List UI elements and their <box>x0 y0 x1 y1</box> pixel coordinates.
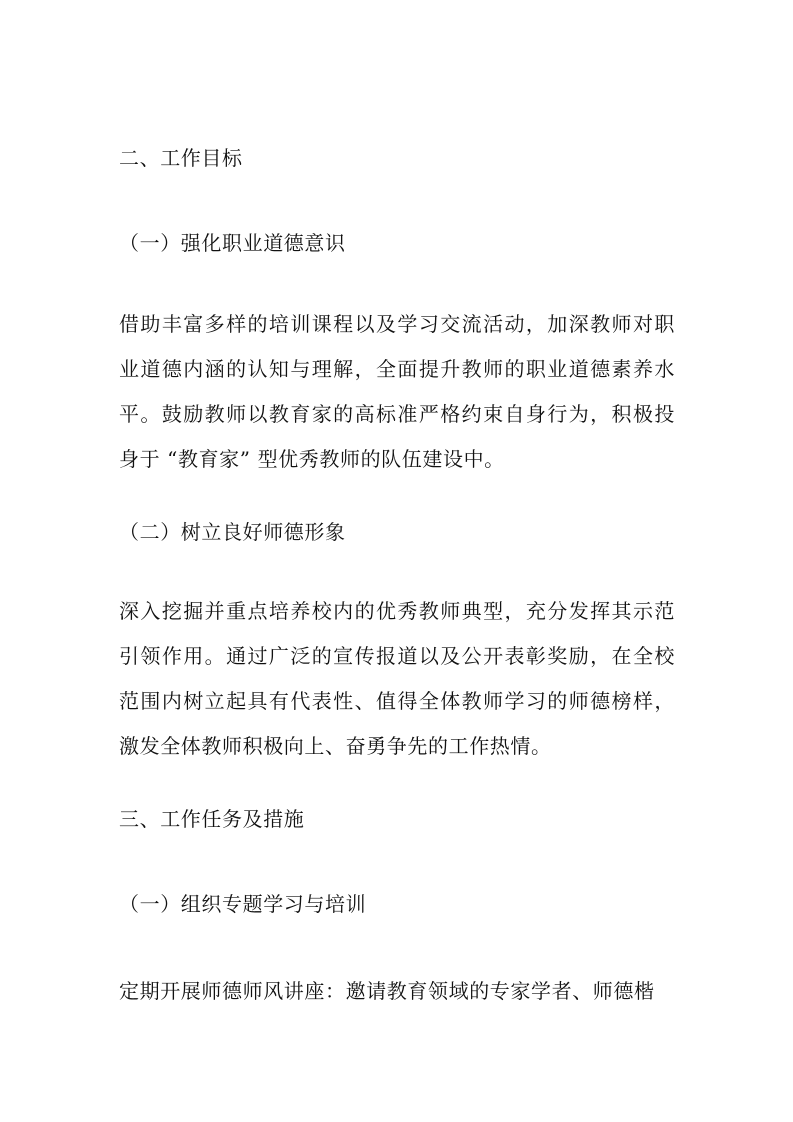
section-heading-tasks: 三、工作任务及措施 <box>119 807 305 831</box>
subheading-teacher-image: （二）树立良好师德形象 <box>119 520 346 544</box>
subheading-professional-ethics: （一）强化职业道德意识 <box>119 231 346 255</box>
subheading-study-training: （一）组织专题学习与培训 <box>119 892 367 916</box>
paragraph-role-models: 深入挖掘并重点培养校内的优秀教师典型，充分发挥其示范引领作用。通过广泛的宣传报道以及公开表彰奖励，在全校范围内树立起具有代表性、值得全体教师学习的师德榜样，激发全体教师积极向上、奋勇争先的工作热情。 <box>119 599 675 758</box>
paragraph-lectures: 定期开展师德师风讲座：邀请教育领域的专家学者、师德楷 <box>119 979 655 1003</box>
section-heading-goals: 二、工作目标 <box>119 146 243 170</box>
paragraph-ethics-training: 借助丰富多样的培训课程以及学习交流活动，加深教师对职业道德内涵的认知与理解，全面提升教师的职业道德素养水平。鼓励教师以教育家的高标准严格约束自身行为，积极投身于 “教育家” 型优秀教师的队伍建设中。 <box>119 312 675 471</box>
